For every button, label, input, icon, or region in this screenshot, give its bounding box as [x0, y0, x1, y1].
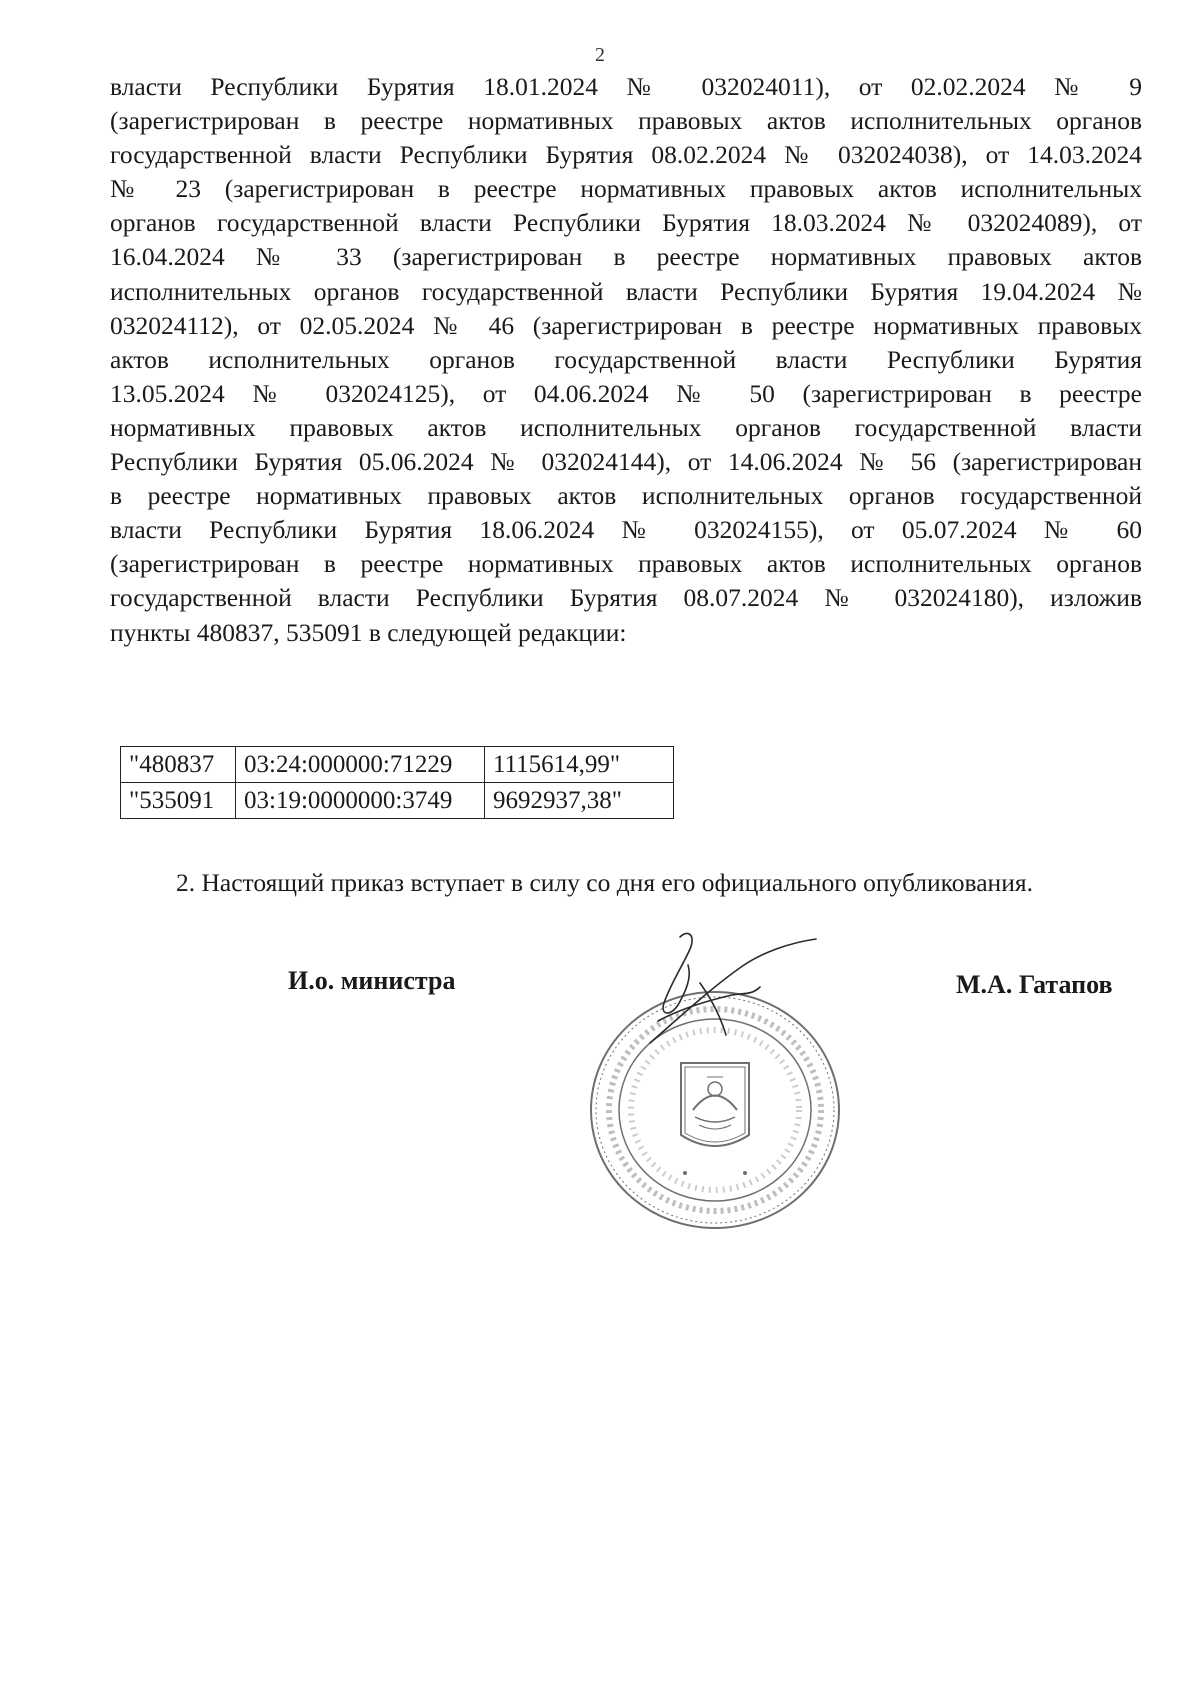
signer-role: И.о. министра: [288, 966, 456, 995]
body-line: нормативных правовых актов исполнительных органов государственной власти: [110, 412, 1142, 442]
body-line: (зарегистрирован в реестре нормативных правовых актов исполнительных органов: [110, 549, 1142, 579]
table-cell-item: "480837: [121, 747, 236, 783]
page-number: 2: [595, 44, 605, 66]
table-cell-value: 9692937,38": [485, 783, 674, 819]
body-line: (зарегистрирован в реестре нормативных правовых актов исполнительных органов: [110, 106, 1142, 136]
entries-table: [120, 746, 674, 819]
signer-name: М.А. Гатапов: [956, 970, 1113, 999]
body-line: исполнительных органов государственной власти Республики Бурятия 19.04.2024 №: [110, 276, 1142, 306]
body-line: органов государственной власти Республики Бурятия 18.03.2024 № 032024089), от: [110, 208, 1142, 238]
body-line: власти Республики Бурятия 18.01.2024 № 032024011), от 02.02.2024 № 9: [110, 72, 1142, 101]
body-line: 032024112), от 02.05.2024 № 46 (зарегистрирован в реестре нормативных правовых: [110, 310, 1142, 340]
body-line: 13.05.2024 № 032024125), от 04.06.2024 № 50 (зарегистрирован в реестре: [110, 378, 1142, 408]
body-line: пункты 480837, 535091 в следующей редакции:: [110, 617, 627, 647]
body-line: государственной власти Республики Бурятия 08.07.2024 № 032024180), изложив: [110, 583, 1142, 613]
body-line: № 23 (зарегистрирован в реестре нормативных правовых актов исполнительных: [110, 174, 1142, 204]
table-cell-value: 1115614,99": [485, 747, 674, 783]
body-line: Республики Бурятия 05.06.2024 № 032024144), от 14.06.2024 № 56 (зарегистрирован: [110, 447, 1142, 477]
table-cell-cadastral: 03:19:0000000:3749: [236, 783, 485, 819]
table-row: [121, 783, 674, 819]
body-line: 16.04.2024 № 33 (зарегистрирован в реестре нормативных правовых актов: [110, 242, 1142, 272]
body-line: государственной власти Республики Бурятия 08.02.2024 № 032024038), от 14.03.2024: [110, 140, 1142, 170]
table-row: [121, 747, 674, 783]
paragraph-2: 2. Настоящий приказ вступает в силу со дня его официального опубликования.: [176, 868, 1033, 897]
body-line: власти Республики Бурятия 18.06.2024 № 032024155), от 05.07.2024 № 60: [110, 515, 1142, 545]
body-line: в реестре нормативных правовых актов исполнительных органов государственной: [110, 481, 1142, 511]
body-line: актов исполнительных органов государственной власти Республики Бурятия: [110, 344, 1142, 374]
body-text: [110, 70, 1142, 650]
handwritten-signature-icon: [640, 925, 820, 1055]
table-cell-cadastral: 03:24:000000:71229: [236, 747, 485, 783]
table-cell-item: "535091: [121, 783, 236, 819]
